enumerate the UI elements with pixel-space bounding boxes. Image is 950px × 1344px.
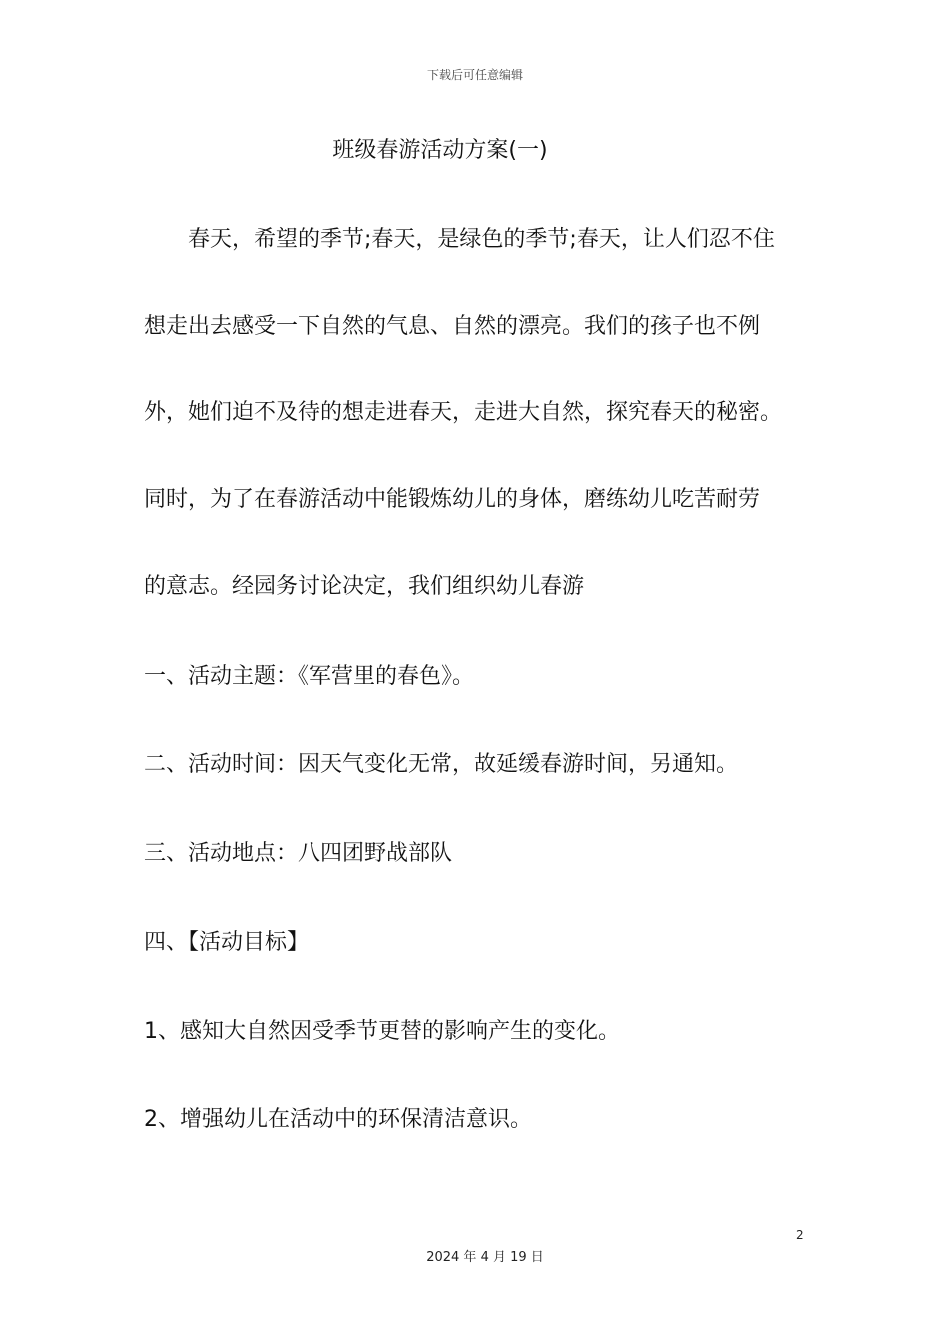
section-item-location: 三、活动地点：八四团野战部队 bbox=[144, 841, 453, 866]
section-item-theme: 一、活动主题：《军营里的春色》。 bbox=[144, 664, 475, 689]
paragraph-line: 的意志。经园务讨论决定，我们组织幼儿春游 bbox=[144, 574, 585, 599]
footer-date: 2024 年 4 月 19 日 bbox=[426, 1250, 544, 1265]
goal-item: 2、增强幼儿在活动中的环保清洁意识。 bbox=[144, 1107, 532, 1132]
section-item-time: 二、活动时间：因天气变化无常，故延缓春游时间，另通知。 bbox=[144, 752, 739, 777]
paragraph-line: 想走出去感受一下自然的气息、自然的漂亮。我们的孩子也不例 bbox=[144, 314, 761, 339]
goal-item: 1、感知大自然因受季节更替的影响产生的变化。 bbox=[144, 1019, 620, 1044]
section-heading-goals: 四、【活动目标】 bbox=[144, 930, 310, 955]
header-note: 下载后可任意编辑 bbox=[426, 68, 523, 82]
paragraph-line: 同时，为了在春游活动中能锻炼幼儿的身体，磨练幼儿吃苦耐劳 bbox=[144, 487, 761, 512]
paragraph-line: 外，她们迫不及待的想走进春天，走进大自然，探究春天的秘密。 bbox=[144, 400, 783, 425]
paragraph-line: 春天，希望的季节;春天，是绿色的季节;春天，让人们忍不住 bbox=[144, 227, 775, 252]
document-title: 班级春游活动方案(一) bbox=[332, 138, 548, 163]
page-number: 2 bbox=[796, 1228, 804, 1242]
